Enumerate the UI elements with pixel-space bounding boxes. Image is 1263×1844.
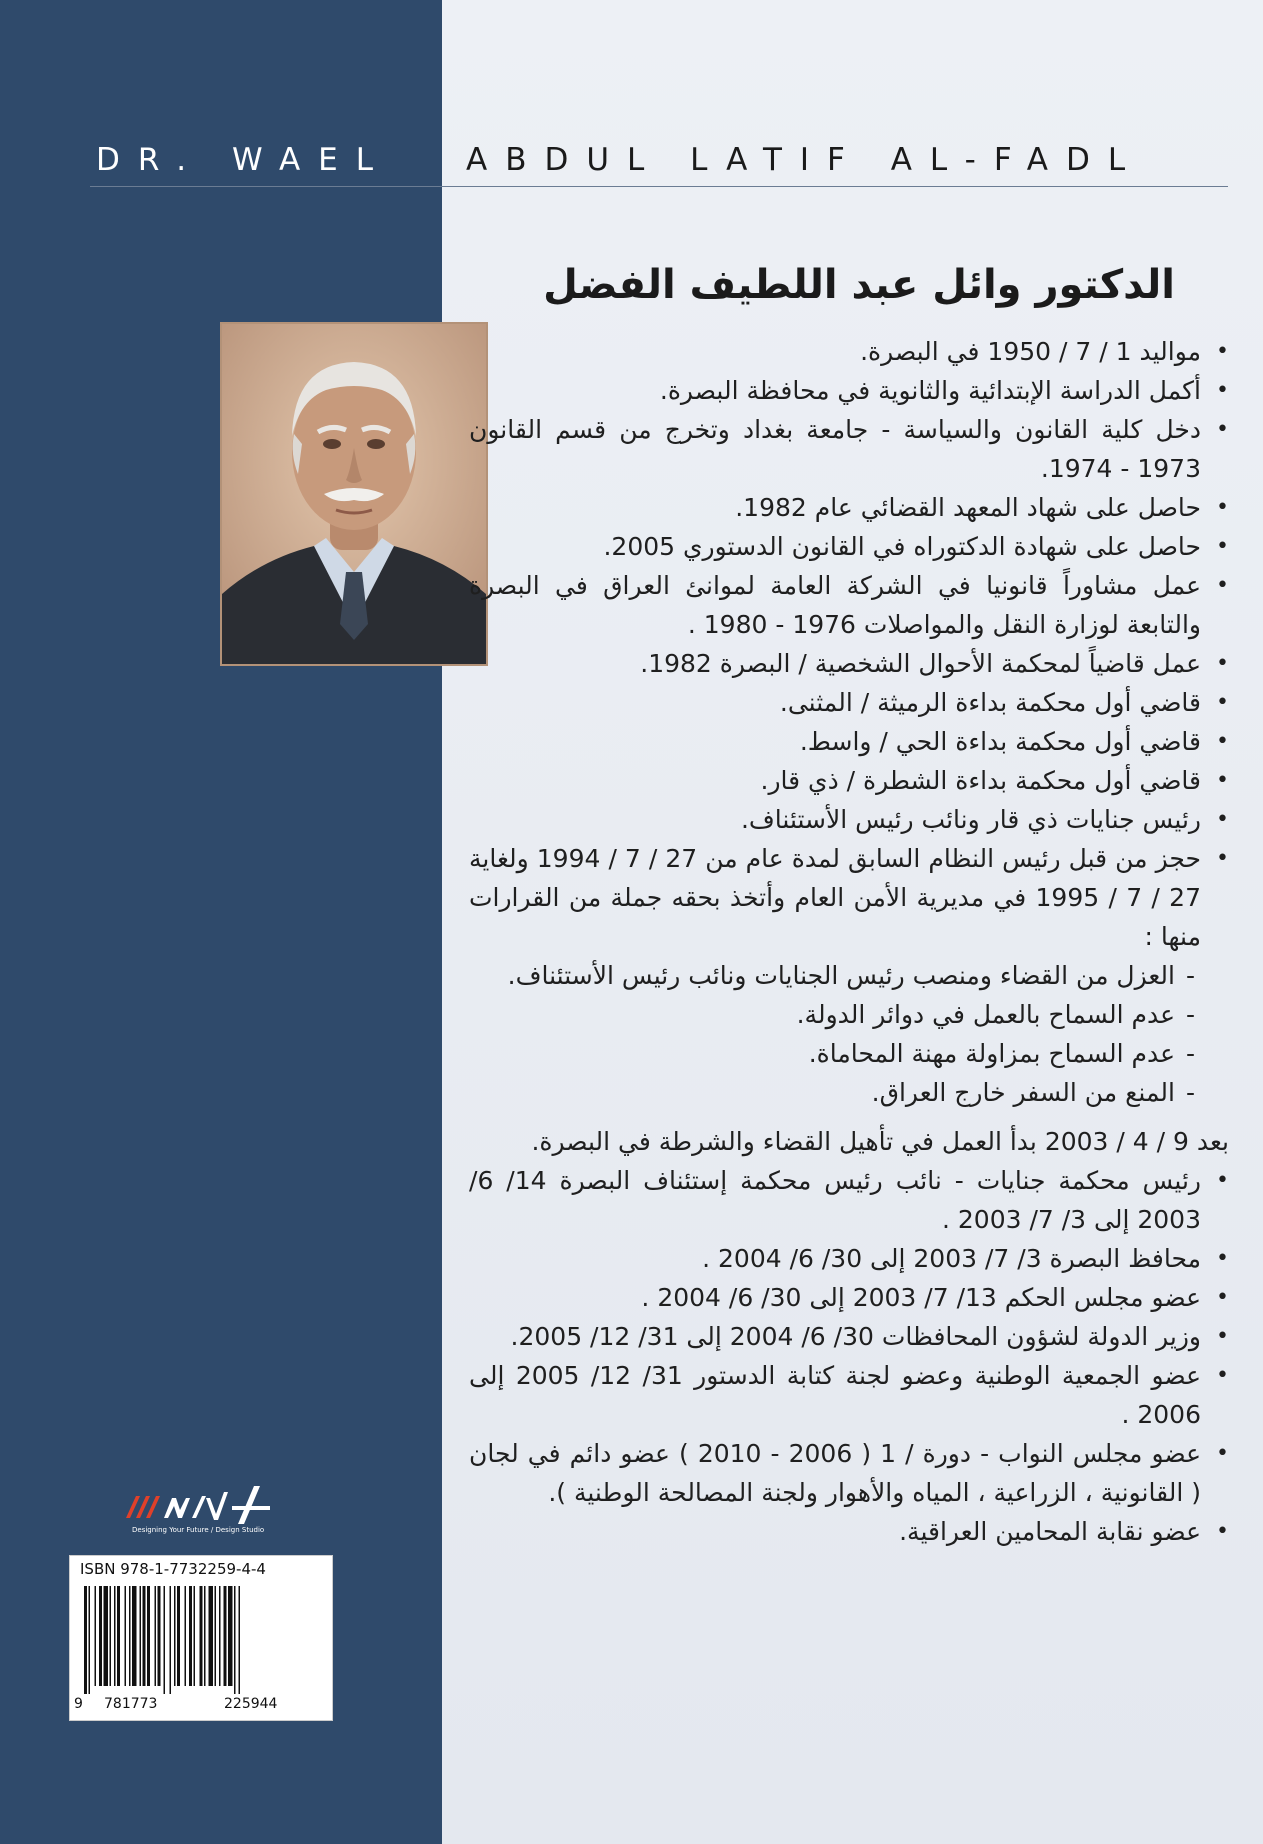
bullet-icon: • [1216, 495, 1229, 520]
bullet-icon: • [1216, 339, 1229, 364]
barcode-bar [89, 1586, 91, 1694]
dash-icon: - [1185, 1039, 1195, 1068]
bullet-icon: • [1216, 1324, 1229, 1349]
bullet-icon: • [1216, 417, 1229, 442]
barcode-bar [228, 1586, 233, 1686]
barcode-bar [140, 1586, 142, 1686]
barcode-digit-first: 9 [74, 1696, 83, 1712]
bullet-icon: • [1216, 768, 1229, 793]
barcode-bar [110, 1586, 112, 1686]
decision-item: - المنع من السفر خارج العراق. [469, 1073, 1201, 1112]
barcode-bar [204, 1586, 206, 1686]
bio-item: • محافظ البصرة 3/ 7/ 2003 إلى 30/ 6/ 2004 . [469, 1239, 1229, 1278]
bio-item: • قاضي أول محكمة بداءة الحي / واسط. [469, 722, 1229, 761]
barcode-group-left: 781773 [104, 1696, 158, 1712]
barcode-bar [200, 1586, 203, 1686]
arabic-author-name: الدكتور وائل عبد اللطيف الفضل [543, 262, 1175, 308]
publisher-logo [120, 1480, 300, 1540]
bullet-icon: • [1216, 846, 1229, 871]
bio-item: • دخل كلية القانون والسياسة - جامعة بغداد وتخرج من قسم القانون 1973 - 1974. [469, 410, 1229, 488]
barcode-bar [114, 1586, 116, 1686]
barcode-bar [185, 1586, 187, 1686]
bio-item: • رئيس محكمة جنايات - نائب رئيس محكمة إستئناف البصرة 14/ 6/ 2003 إلى 3/ 7/ 2003 . [469, 1161, 1229, 1239]
barcode-bar [194, 1586, 196, 1686]
title-underline [90, 186, 1228, 187]
bio-item: • عضو مجلس الحكم 13/ 7/ 2003 إلى 30/ 6/ 2004 . [469, 1278, 1229, 1317]
bullet-icon: • [1216, 1285, 1229, 1310]
barcode-bar [143, 1586, 146, 1686]
barcode-bar [125, 1586, 127, 1686]
biography [469, 332, 1229, 1551]
bullet-icon: • [1216, 378, 1229, 403]
decisions-sublist [469, 956, 1201, 1112]
bio-item: • عضو مجلس النواب - دورة / 1 ( 2006 - 2010 ) عضو دائم في لجان ( القانونية ، الزراعية ، المياه والأهوار ولجنة المصالحة الوطنية ). [469, 1434, 1229, 1512]
bio-item: • قاضي أول محكمة بداءة الشطرة / ذي قار. [469, 761, 1229, 800]
bio-item: • رئيس جنايات ذي قار ونائب رئيس الأستئناف. [469, 800, 1229, 839]
barcode-bar [104, 1586, 109, 1686]
barcode-bar [177, 1586, 180, 1686]
barcode-bar [215, 1586, 217, 1686]
title-en-left: DR. WAEL [96, 142, 392, 178]
barcode-bar [147, 1586, 150, 1686]
dash-icon: - [1185, 1078, 1195, 1107]
bullet-icon: • [1216, 1246, 1229, 1271]
bio-item: • عضو الجمعية الوطنية وعضو لجنة كتابة الدستور 31/ 12/ 2005 إلى 2006 . [469, 1356, 1229, 1434]
bio-item: • مواليد 1 / 7 / 1950 في البصرة. [469, 332, 1229, 371]
dash-icon: - [1185, 1000, 1195, 1029]
bio-list-early [469, 332, 1229, 1112]
bullet-icon: • [1216, 690, 1229, 715]
bio-item: • قاضي أول محكمة بداءة الرميثة / المثنى. [469, 683, 1229, 722]
bio-item: • حاصل على شهاد المعهد القضائي عام 1982. [469, 488, 1229, 527]
bullet-icon: • [1216, 1168, 1229, 1193]
bio-item: • حجز من قبل رئيس النظام السابق لمدة عام من 27 / 7 / 1994 ولغاية 27 / 7 / 1995 في مديرية الأمن العام وأتخذ بحقه جملة من القرارات منها : - العزل من القضاء ومنصب رئيس الجنايات ونائب رئيس الأستئناف. - عدم السماح بالعمل في دوائر الدولة. - عدم السماح بمزاولة مهنة المحاماة. - المنع من السفر خارج العراق. [469, 839, 1229, 1112]
barcode-bar [174, 1586, 176, 1686]
barcode-bar [99, 1586, 102, 1686]
bullet-icon: • [1216, 729, 1229, 754]
bio-item: • حاصل على شهادة الدكتوراه في القانون الدستوري 2005. [469, 527, 1229, 566]
barcode-group-right: 225944 [224, 1696, 278, 1712]
author-photo [222, 324, 486, 664]
bullet-icon: • [1216, 573, 1229, 598]
english-author-title [96, 142, 1226, 178]
barcode-bar [234, 1586, 236, 1694]
barcode-bar [209, 1586, 214, 1686]
barcode-bar [155, 1586, 157, 1686]
bullet-icon: • [1216, 1363, 1229, 1388]
bullet-icon: • [1216, 1441, 1229, 1466]
isbn-barcode [70, 1556, 332, 1720]
barcode-bars [84, 1586, 318, 1694]
bio-item: • عمل قاضياً لمحكمة الأحوال الشخصية / البصرة 1982. [469, 644, 1229, 683]
barcode-bar [95, 1586, 97, 1686]
bullet-icon: • [1216, 807, 1229, 832]
barcode-bar [224, 1586, 227, 1686]
barcode-bar [129, 1586, 131, 1686]
barcode-bar [132, 1586, 137, 1686]
bio-item: • وزير الدولة لشؤون المحافظات 30/ 6/ 2004 إلى 31/ 12/ 2005. [469, 1317, 1229, 1356]
bio-item: • عضو نقابة المحامين العراقية. [469, 1512, 1229, 1551]
barcode-bar [239, 1586, 241, 1694]
publisher-logo-mark [120, 1480, 300, 1526]
barcode-bar [219, 1586, 221, 1686]
barcode-bar [189, 1586, 192, 1686]
bullet-icon: • [1216, 1519, 1229, 1544]
bio-list-later [469, 1161, 1229, 1551]
decision-item: - عدم السماح بمزاولة مهنة المحاماة. [469, 1034, 1201, 1073]
barcode-bar [164, 1586, 166, 1694]
publisher-tagline: Designing Your Future / Design Studio [132, 1526, 265, 1534]
title-en-right: ABDUL LATIF AL-FADL [466, 142, 1144, 178]
bio-item: • أكمل الدراسة الإبتدائية والثانوية في محافظة البصرة. [469, 371, 1229, 410]
barcode-bar [117, 1586, 120, 1686]
bio-paragraph: بعد 9 / 4 / 2003 بدأ العمل في تأهيل القضاء والشرطة في البصرة. [531, 1127, 1229, 1156]
barcode-bar [84, 1586, 87, 1694]
decision-item: - العزل من القضاء ومنصب رئيس الجنايات ونائب رئيس الأستئناف. [469, 956, 1201, 995]
dash-icon: - [1185, 961, 1195, 990]
bullet-icon: • [1216, 651, 1229, 676]
bio-item: • عمل مشاوراً قانونيا في الشركة العامة لموانئ العراق في البصرة والتابعة لوزارة النقل والمواصلات 1976 - 1980 . [469, 566, 1229, 644]
isbn-number: ISBN 978-1-7732259-4-4 [80, 1560, 266, 1578]
barcode-bar [158, 1586, 161, 1686]
decision-item: - عدم السماح بالعمل في دوائر الدولة. [469, 995, 1201, 1034]
bullet-icon: • [1216, 534, 1229, 559]
barcode-bar [170, 1586, 172, 1694]
